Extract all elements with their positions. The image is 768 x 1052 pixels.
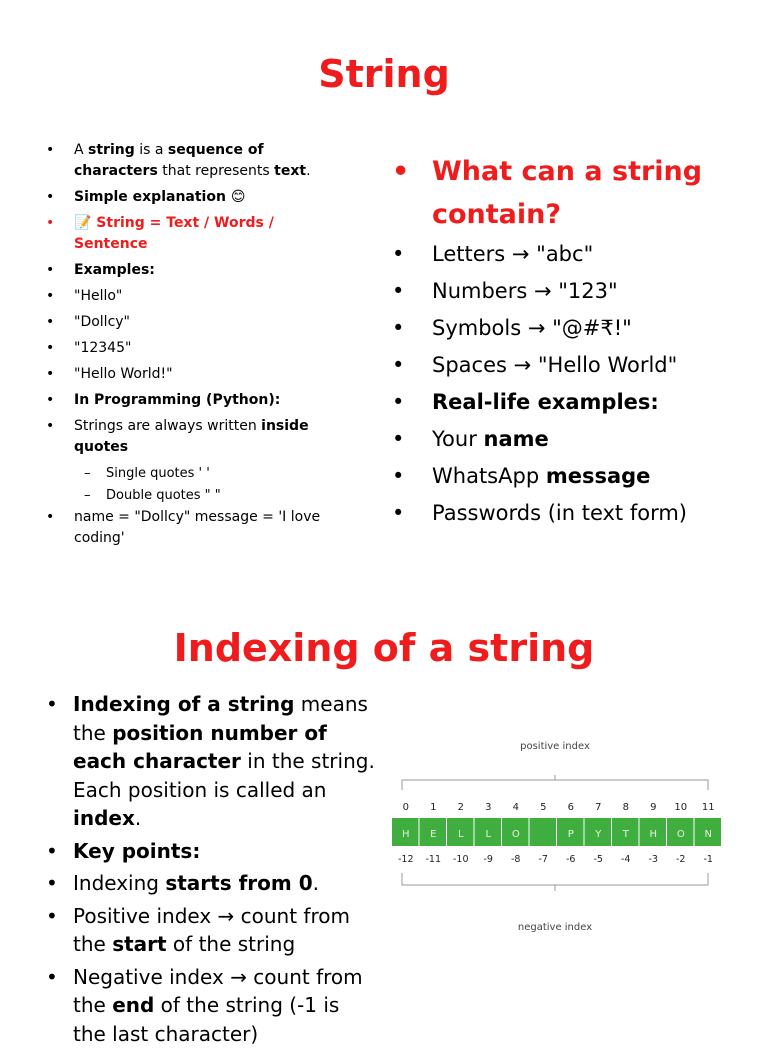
text: means the	[73, 692, 368, 745]
index-diagram-svg	[392, 735, 722, 940]
negative-index: -12	[397, 854, 414, 865]
text: of the string	[166, 932, 296, 956]
positive-index: 7	[595, 802, 602, 813]
text: string	[88, 142, 135, 158]
text: Real-life examples:	[432, 390, 659, 414]
text: Key points:	[73, 838, 201, 863]
cell-letter: L	[457, 829, 464, 840]
cell-letter: H	[649, 829, 658, 840]
list-item	[46, 837, 376, 866]
cell-letter: P	[567, 829, 574, 840]
text: Simple explanation 😊	[74, 189, 246, 205]
text: of the string (-1 is the last character)	[73, 993, 340, 1046]
positive-index: 8	[622, 802, 629, 813]
text: message	[545, 464, 651, 488]
text: .	[134, 806, 142, 830]
text: WhatsApp	[432, 464, 546, 488]
text: Indexing	[73, 871, 166, 895]
cells-group	[392, 802, 721, 865]
cell-letter: H	[401, 829, 410, 840]
negative-index: -8	[511, 854, 521, 865]
list-item	[46, 213, 346, 255]
text: index	[73, 806, 135, 830]
positive-index: 10	[674, 802, 688, 813]
top-brace	[402, 775, 708, 790]
cell-letter: L	[485, 829, 492, 840]
text: inside quotes	[74, 418, 309, 455]
positive-index: 2	[457, 802, 464, 813]
positive-index: 0	[402, 802, 409, 813]
cell-letter: T	[622, 829, 629, 840]
list-item: • Letters → "abc"	[392, 240, 742, 269]
list-item	[46, 260, 346, 281]
sub-list-item: – Double quotes " "	[46, 485, 346, 506]
text: .	[306, 163, 311, 179]
text: start	[112, 932, 167, 956]
text: Positive index → count from the	[73, 903, 350, 956]
positive-index: 9	[650, 802, 657, 813]
cell-letter: E	[430, 829, 437, 840]
list-item	[46, 690, 376, 833]
positive-index: 6	[567, 802, 574, 813]
list-item	[46, 416, 346, 458]
list-item	[392, 462, 742, 491]
list-item	[46, 390, 346, 411]
sub-list-item: – Single quotes ' '	[46, 463, 346, 484]
list-item: • name = "Dollcy" message = 'I love coding'	[46, 507, 346, 549]
positive-index: 1	[430, 802, 437, 813]
cell-letter: N	[704, 829, 712, 840]
text: starts from 0	[165, 871, 313, 895]
list-item: • Passwords (in text form)	[392, 499, 742, 528]
cell-letter: O	[676, 829, 685, 840]
slide2-title: Indexing of a string	[173, 626, 595, 670]
bottom-brace	[402, 873, 708, 891]
negative-index: -9	[483, 854, 493, 865]
text: Indexing of a string	[73, 692, 295, 716]
negative-index: -7	[538, 854, 548, 865]
list-item	[46, 140, 346, 182]
negative-index: -10	[452, 854, 469, 865]
text: end	[112, 993, 155, 1017]
negative-index: -6	[566, 854, 576, 865]
negative-index: -1	[703, 854, 713, 865]
list-item: • Numbers → "123"	[392, 277, 742, 306]
text: in the string. Each position is called an	[73, 749, 375, 802]
negative-index: -2	[676, 854, 686, 865]
text: .	[312, 871, 319, 895]
list-item	[392, 388, 742, 417]
list-item	[46, 869, 376, 898]
text: Your	[432, 427, 484, 451]
slide1-title: String	[318, 52, 450, 96]
negative-index: -11	[425, 854, 442, 865]
heading-item: • What can a string contain?	[392, 150, 742, 236]
text: text	[274, 163, 307, 179]
list-item	[392, 425, 742, 454]
list-item: • "12345"	[46, 338, 346, 359]
cell-letter: O	[511, 829, 520, 840]
string-contents-list	[392, 150, 742, 536]
string-definition-list	[46, 140, 346, 554]
text: name	[483, 427, 549, 451]
text: Examples:	[74, 262, 155, 278]
string-index-diagram	[392, 735, 722, 940]
text: position number of each character	[73, 720, 327, 773]
text: that represents	[157, 163, 275, 179]
positive-index-label: positive index	[520, 741, 590, 752]
text: In Programming (Python):	[74, 392, 281, 408]
list-item	[46, 963, 376, 1049]
list-item: • "Dollcy"	[46, 312, 346, 333]
text: Negative index → count from the	[73, 964, 363, 1017]
list-item: • "Hello"	[46, 286, 346, 307]
text: is a	[134, 142, 168, 158]
negative-index-label: negative index	[517, 922, 593, 933]
negative-index: -4	[621, 854, 631, 865]
positive-index: 3	[485, 802, 492, 813]
text: sequence of characters	[74, 142, 264, 179]
list-item: • "Hello World!"	[46, 364, 346, 385]
index-cell	[530, 818, 557, 846]
negative-index: -3	[648, 854, 658, 865]
negative-index: -5	[593, 854, 603, 865]
list-item	[46, 902, 376, 959]
list-item: • Spaces → "Hello World"	[392, 351, 742, 380]
indexing-list	[46, 690, 376, 1052]
list-item: • Symbols → "@#₹!"	[392, 314, 742, 343]
text: Strings are always written	[74, 418, 262, 434]
positive-index: 4	[512, 802, 519, 813]
list-item	[46, 187, 346, 208]
cell-letter: Y	[595, 829, 602, 840]
positive-index: 11	[701, 802, 715, 813]
text: 📝 String = Text / Words / Sentence	[74, 215, 274, 252]
text: A	[74, 142, 89, 158]
positive-index: 5	[540, 802, 547, 813]
